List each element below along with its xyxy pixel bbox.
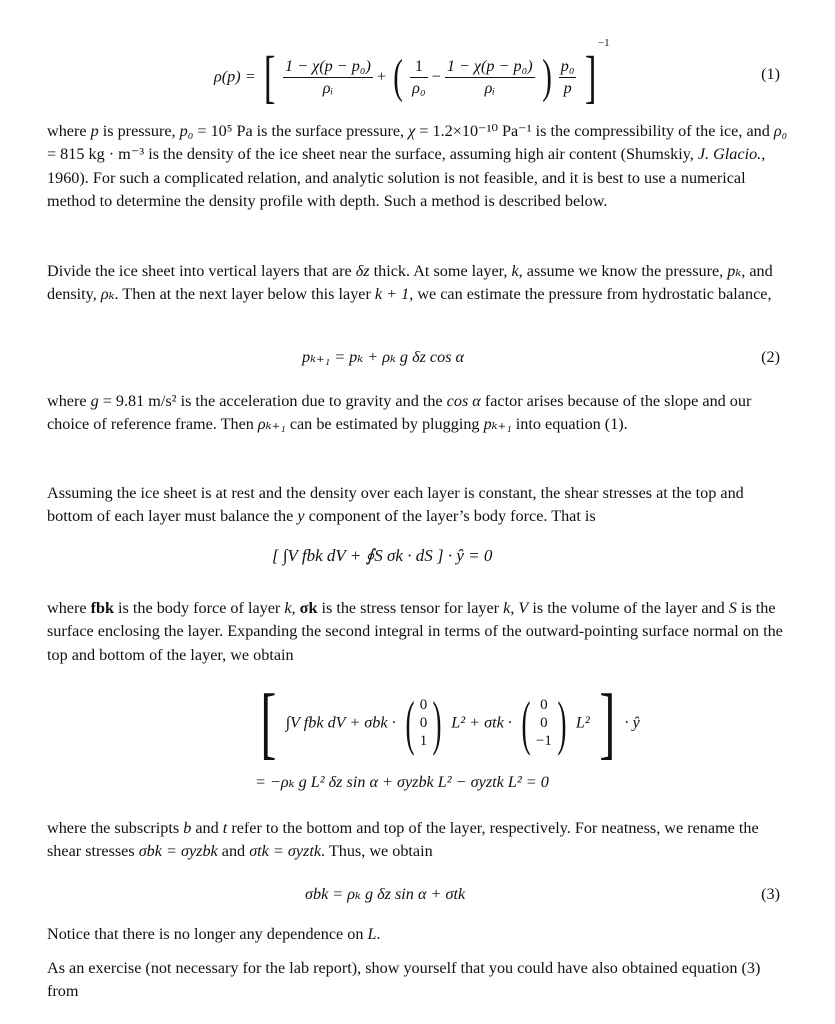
eq1-left-paren: ( — [393, 50, 403, 103]
equation-expanded — [0, 679, 835, 795]
eq1-frac2-denominator: ρ₀ — [412, 78, 426, 97]
equation-1 — [0, 30, 835, 110]
eq1-number: (1) — [761, 65, 780, 83]
text-seg: where — [47, 599, 91, 617]
eq1-fraction-1 — [283, 56, 373, 99]
text-seg: , — [291, 599, 300, 617]
vector-2 — [536, 696, 552, 750]
vec1-left-paren: ( — [405, 690, 415, 756]
eq1-lhs: ρ(p) = — [214, 67, 256, 86]
math-rho0: ρ₀ — [773, 122, 788, 140]
vec1-y: 0 — [419, 715, 428, 731]
text-seg: can be estimated by plugging — [285, 415, 484, 434]
text-seg: refer to the bottom and top of the layer, respectively. For neatness, we rename the shear stresses — [47, 819, 759, 861]
text-seg: thick. At some layer, — [369, 262, 512, 280]
math-sigma-k: σk — [299, 599, 318, 617]
eq1-frac1-numerator: 1 − χ(p − p₀) — [283, 56, 373, 78]
math-sigma-tk: σtk = σyztk — [249, 842, 322, 861]
eq1-right-paren: ) — [541, 50, 552, 103]
math-p-k1: pₖ₊₁ — [483, 415, 512, 434]
text-seg: = 815 kg · m⁻³ is the density of the ice sheet near the surface, assuming high air content (Shumskiy, — [47, 145, 698, 164]
eq1-frac1-denominator: ρᵢ — [322, 78, 334, 97]
math-V: V — [518, 599, 529, 617]
eq1-frac3-numerator: 1 − χ(p − p₀) — [445, 56, 535, 78]
text-seg: factor arises because of the slope and our choice of reference frame. Then — [47, 392, 752, 434]
math-k: k — [511, 262, 519, 280]
text-seg: Notice that there is no longer any dependence on — [47, 925, 368, 943]
math-rho-k1: ρₖ₊₁ — [257, 415, 286, 434]
math-t: t — [222, 819, 228, 837]
math-k-plus-1: k + 1 — [374, 285, 410, 304]
vec2-right-paren: ) — [557, 690, 567, 756]
text-seg: and — [191, 819, 223, 837]
text-seg: is the stress tensor for layer — [317, 599, 504, 617]
text-seg: , and density, — [47, 262, 773, 304]
vec2-x: 0 — [540, 697, 548, 713]
vector-1 — [420, 696, 428, 750]
text-seg: and — [217, 842, 250, 861]
paragraph-8: As an exercise (not necessary for the lab report), show yourself that you could have also obtained equation (3) from — [47, 959, 761, 1001]
text-seg: . — [376, 925, 381, 943]
text-seg: is the surface enclosing the layer. Expanding the second integral in terms of the outward-pointing surface normal on the top and bottom of the layer, we obtain — [47, 599, 783, 664]
paragraph-5 — [47, 597, 792, 667]
vec1-z: 1 — [419, 733, 428, 749]
paragraph-6 — [47, 817, 792, 864]
eq3-body: σbk = ρₖ g δz sin α + σtk — [305, 885, 466, 903]
text-seg: , — [510, 599, 519, 617]
math-p: p — [90, 122, 99, 140]
math-fbk: fbk — [90, 599, 114, 617]
text-seg: . Thus, we obtain — [321, 842, 433, 861]
eq1-fraction-4 — [559, 56, 577, 99]
text-seg: where — [47, 392, 91, 410]
text-seg: = 10⁵ Pa is the surface pressure, — [193, 122, 409, 140]
vec2-y: 0 — [540, 715, 548, 731]
vec2-z: −1 — [535, 733, 552, 749]
math-sigma-bk: σbk = σyzbk — [138, 842, 218, 861]
math-g: g — [90, 392, 99, 410]
equation-3 — [0, 883, 835, 909]
eq3-number: (3) — [761, 885, 780, 903]
expanded-left-bracket: [ — [260, 679, 277, 767]
math-rhok: ρₖ — [100, 285, 115, 304]
math-pk: pₖ — [727, 262, 742, 280]
text-seg: = 1.2×10⁻¹⁰ Pa⁻¹ is the compressibility of the ice, and — [415, 122, 774, 140]
math-k: k — [284, 599, 292, 617]
paragraph-1 — [47, 120, 792, 214]
text-seg: is the volume of the layer and — [528, 599, 729, 617]
eq1-fraction-2 — [410, 56, 427, 99]
eq2-body: pₖ₊₁ = pₖ + ρₖ g δz cos α — [302, 348, 465, 366]
eq1-fraction-3 — [445, 56, 535, 99]
text-seg: is the body force of layer — [114, 599, 285, 617]
math-b: b — [183, 819, 192, 837]
text-seg: is pressure, — [98, 122, 180, 140]
paragraph-7 — [47, 923, 792, 946]
text-seg: . Then at the next layer below this layer — [114, 285, 375, 304]
eq1-plus: + — [376, 67, 387, 86]
text-seg: Divide the ice sheet into vertical layers that are — [47, 262, 356, 280]
eq1-frac2-numerator: 1 — [410, 56, 427, 78]
text-seg: Assuming the ice sheet is at rest and the density over each layer is constant, the shear stresses at the top and bottom of each layer must balance the — [47, 484, 744, 526]
math-L: L — [367, 925, 377, 943]
journal-name: J. Glacio., — [697, 145, 766, 164]
math-cos-alpha: cos α — [446, 392, 481, 410]
expanded-right-bracket: ] — [599, 679, 616, 767]
eq1-frac3-denominator: ρᵢ — [484, 78, 495, 97]
eq1-frac4-denominator: p — [563, 78, 572, 97]
expanded-line-2: = −ρₖ g L² δz sin α + σyzbk L² − σyztk L² = 0 — [255, 773, 549, 791]
eq1-exponent: −1 — [597, 37, 610, 50]
text-seg: where — [47, 122, 91, 140]
text-seg: = 9.81 m/s² is the acceleration due to gravity and the — [98, 392, 447, 410]
text-seg: , assume we know the pressure, — [518, 262, 728, 280]
math-delta-z: δz — [355, 262, 370, 280]
paragraph-4 — [47, 482, 792, 529]
math-chi: χ — [408, 122, 416, 140]
eq1-right-bracket: ] — [584, 44, 596, 109]
vec2-left-paren: ( — [521, 690, 531, 756]
text-seg: where the subscripts — [47, 819, 184, 837]
math-y: y — [297, 507, 305, 526]
math-S: S — [728, 599, 737, 617]
expanded-integral: ∫V fbk dV + σbk · — [285, 713, 396, 732]
paragraph-2 — [47, 260, 792, 307]
eq1-frac4-numerator: p₀ — [559, 56, 577, 78]
math-p0: p₀ — [179, 122, 194, 140]
text-seg: 1960). For such a complicated relation, and analytic solution is not feasible, and it is best to use a numerical method to determine the density profile with depth. Such a method is described below. — [47, 168, 746, 211]
text-seg: into equation (1). — [511, 415, 628, 434]
expanded-mid: L² + σtk · — [451, 713, 512, 732]
text-seg: component of the layer’s body force. That is — [304, 507, 596, 526]
vec1-right-paren: ) — [432, 690, 442, 756]
vec1-x: 0 — [419, 697, 428, 713]
math-k: k — [503, 599, 511, 617]
eq1-left-bracket: [ — [263, 44, 276, 109]
paragraph-3 — [47, 390, 792, 437]
equation-balance — [0, 540, 835, 574]
expanded-tail: L² — [575, 713, 590, 732]
text-seg: , we can estimate the pressure from hydrostatic balance, — [409, 285, 772, 304]
eq-balance-body: [ ∫V fbk dV + ∮S σk · dS ] · ŷ = 0 — [272, 546, 493, 565]
eq1-minus: − — [431, 67, 441, 86]
eq2-number: (2) — [761, 348, 780, 366]
expanded-dot-y: · ŷ — [624, 713, 640, 732]
equation-2 — [0, 346, 835, 372]
